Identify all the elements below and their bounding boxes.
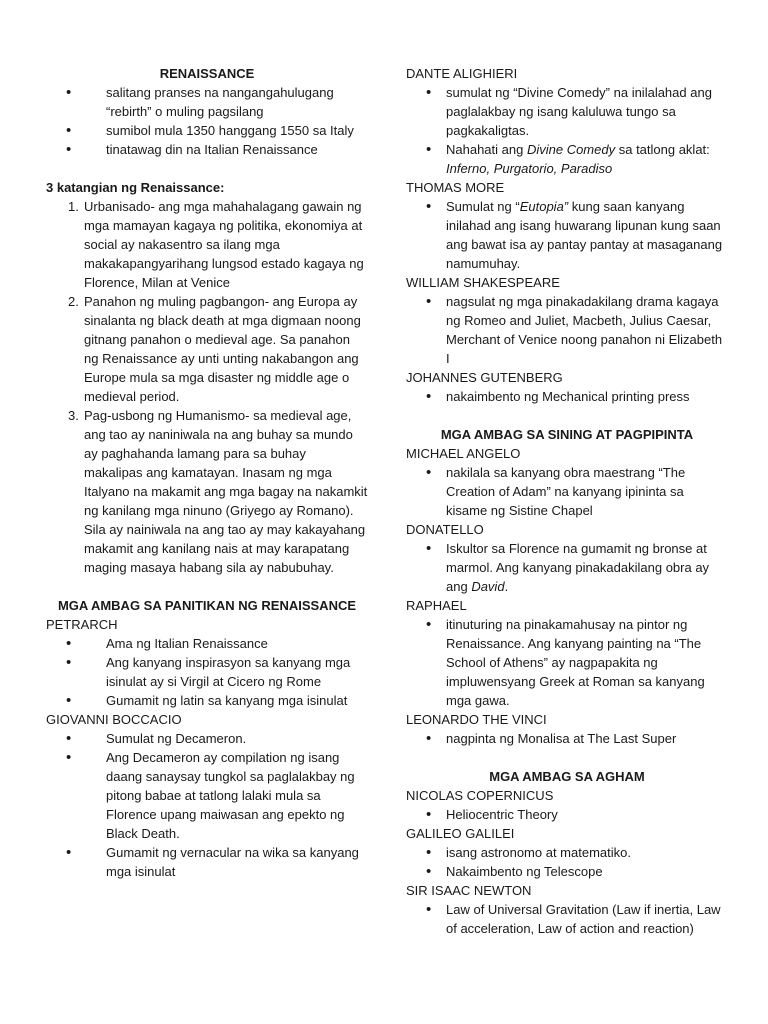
item-text: Pag-usbong ng Humanismo- sa medieval age, ang tao ay naniniwala na ang buhay sa mundo ay paghahanda lamang para sa buhay makalipas ang kamatayan. Inasam ng mga Italyano na makamit ang mga bagay na nakamkit ng kanilang mga ninuno (Griyego ay Romano). Sila ay nainiwala na ang tao ay may kakayahang makamit ang kanilang nais at may karapatang maging masaya habang sila ay nabubuhay. [84,408,368,575]
bullet-item: • Iskultor sa Florence na gumamit ng bronse at marmol. Ang kanyang pinakadakilang obra ay ang David. [406,539,728,596]
raphael-name: RAPHAEL [406,598,467,613]
bullet-item: • tinatawag din na Italian Renaissance [46,140,368,159]
bullet-item: • nagsulat ng mga pinakadakilang drama kagaya ng Romeo and Juliet, Macbeth, Julius Caesar, Merchant of Venice noong panahon ni Elizabeth I [406,292,728,368]
more-bullets [406,197,728,273]
bullet-item: • itinuturing na pinakamahusay na pintor ng Renaissance. Ang kanyang painting na “The School of Athens” ay nagpapakita ng impluwensyang Greek at Roman sa kanyang mga gawa. [406,615,728,710]
numbered-item [46,292,368,406]
dante-bullets [406,83,728,178]
agham-heading: MGA AMBAG SA AGHAM [489,769,645,784]
item-number: 3. [68,408,79,423]
sining-heading: MGA AMBAG SA SINING AT PAGPIPINTA [440,427,694,442]
newton-name: SIR ISAAC NEWTON [406,883,532,898]
shakespeare-name: WILLIAM SHAKESPEARE [406,275,560,290]
gutenberg-bullets [406,387,728,406]
bullet-item: • sumulat ng “Divine Comedy” na inilalahad ang paglalakbay ng isang kaluluwa tungo sa pagkakaligtas. [406,83,728,140]
item-number: 2. [68,294,79,309]
bullet-item: • nakilala sa kanyang obra maestrang “The Creation of Adam” na kanyang ipininta sa kisame ng Sistine Chapel [406,463,728,520]
katangian-list [46,197,368,577]
boccacio-name: GIOVANNI BOCCACIO [46,712,182,727]
item-text: Panahon ng muling pagbangon- ang Europa ay sinalanta ng black death at mga digmaan noong gitnang panahon o medieval age. Sa panahon ng Renaissance ay unti unting nakabangon ang Europe mula sa mga disaster ng middle age o medieval period. [84,294,361,404]
bullet-item: • Nahahati ang Divine Comedy sa tatlong aklat: Inferno, Purgatorio, Paradiso [406,140,728,178]
galileo-bullets [406,843,728,881]
angelo-name: MICHAEL ANGELO [406,446,521,461]
dante-name: DANTE ALIGHIERI [406,66,518,81]
bullet-item: • salitang pranses na nangangahulugang “rebirth” o muling pagsilang [46,83,368,121]
numbered-item [46,197,368,292]
bullet-item: • Ang kanyang inspirasyon sa kanyang mga isinulat ay si Virgil at Cicero ng Rome [46,653,368,691]
gutenberg-name: JOHANNES GUTENBERG [406,370,563,385]
copernicus-name: NICOLAS COPERNICUS [406,788,554,803]
bullet-item: • Sumulat ng Decameron. [46,729,368,748]
panitikan-heading: MGA AMBAG SA PANITIKAN NG RENAISSANCE [57,598,357,613]
raphael-bullets [406,615,728,710]
numbered-item [46,406,368,577]
petrarch-bullets [46,634,368,710]
galileo-name: GALILEO GALILEI [406,826,515,841]
right-column [406,64,728,938]
bullet-item: • Law of Universal Gravitation (Law if inertia, Law of acceleration, Law of action and reaction) [406,900,728,938]
bullet-item: • Ama ng Italian Renaissance [46,634,368,653]
bullet-item: • nagpinta ng Monalisa at The Last Super [406,729,728,748]
bullet-item: • Ang Decameron ay compilation ng isang daang sanaysay tungkol sa paglalakbay ng pitong babae at tatlong lalaki mula sa Florence upang maiwasan ang epekto ng Black Death. [46,748,368,843]
bullet-item: • isang astronomo at matematiko. [406,843,728,862]
newton-bullets [406,900,728,938]
vinci-name: LEONARDO THE VINCI [406,712,547,727]
bullet-item: • Sumulat ng “Eutopia” kung saan kanyang inilahad ang isang huwarang lipunan kung saan ang bawat isa ay pantay pantay at masaganang namumuhay. [406,197,728,273]
bullet-item: • nakaimbento ng Mechanical printing press [406,387,728,406]
item-number: 1. [68,199,79,214]
item-text: Urbanisado- ang mga mahahalagang gawain ng mga mamayan kagaya ng politika, ekonomiya at social ay nakasentro sa ilang mga makakapangyarihang lungsod estado kagaya ng Florence, Milan at Venice [84,199,364,290]
more-name: THOMAS MORE [406,180,505,195]
donatello-name: DONATELLO [406,522,484,537]
petrarch-name: PETRARCH [46,617,118,632]
bullet-item: • Gumamit ng latin sa kanyang mga isinulat [46,691,368,710]
katangian-heading: 3 katangian ng Renaissance: [46,180,225,195]
renaissance-heading: RENAISSANCE [159,66,255,81]
copernicus-bullets [406,805,728,824]
donatello-bullets [406,539,728,596]
angelo-bullets [406,463,728,520]
left-column [46,64,368,881]
renaissance-bullets [46,83,368,159]
bullet-item: • sumibol mula 1350 hanggang 1550 sa Italy [46,121,368,140]
vinci-bullets [406,729,728,748]
shakespeare-bullets [406,292,728,368]
bullet-item: • Gumamit ng vernacular na wika sa kanyang mga isinulat [46,843,368,881]
bullet-item: • Heliocentric Theory [406,805,728,824]
bullet-item: • Nakaimbento ng Telescope [406,862,728,881]
boccacio-bullets [46,729,368,881]
